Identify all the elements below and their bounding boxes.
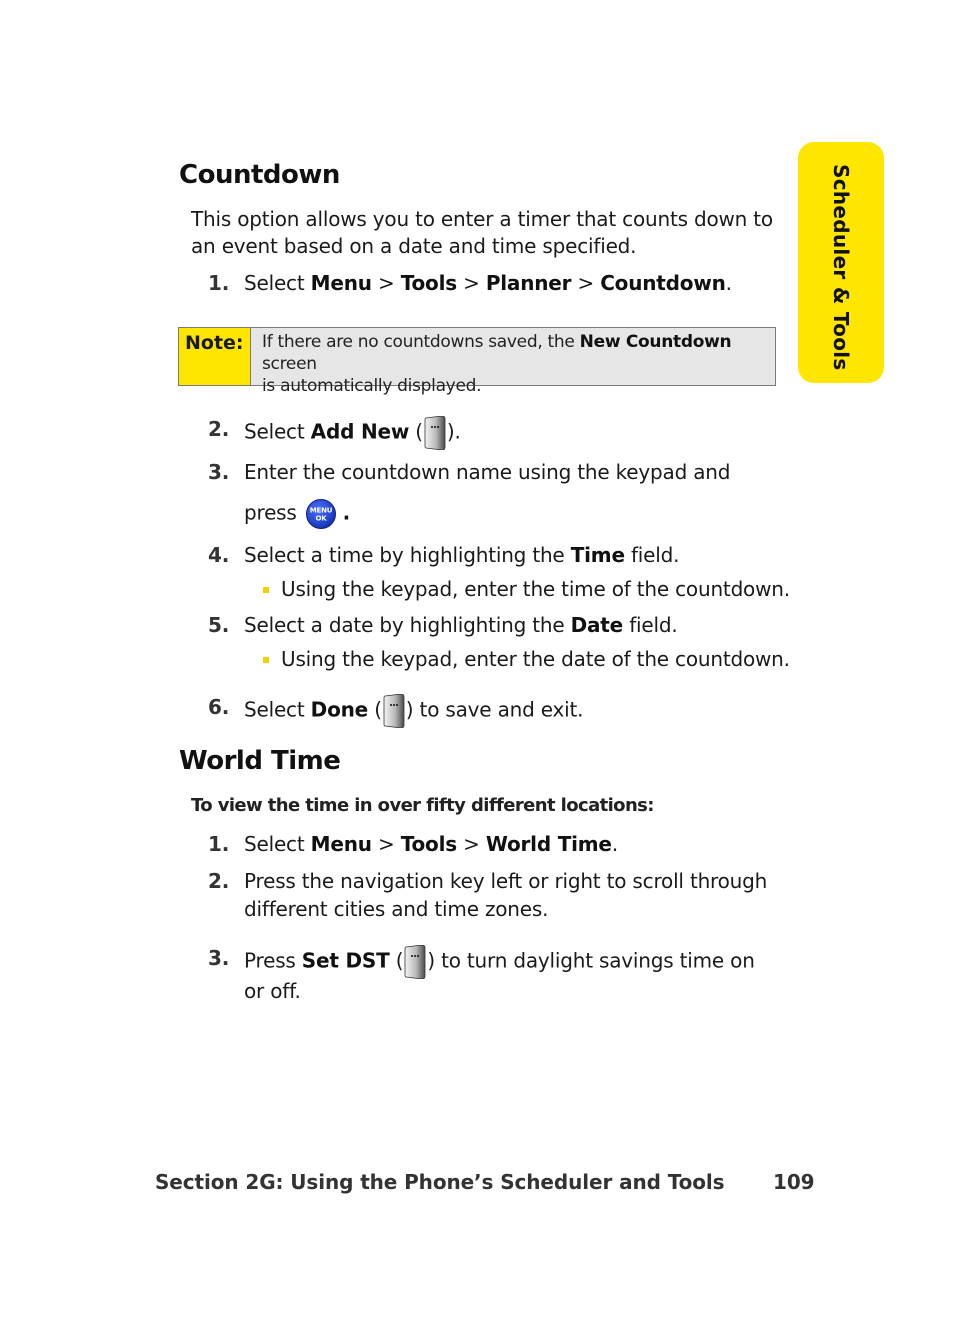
softkey-icon xyxy=(404,945,426,979)
separator: > xyxy=(456,832,486,856)
menu-ok-icon-line-2: OK xyxy=(315,514,327,523)
separator: > xyxy=(371,832,401,856)
press-label: press xyxy=(244,500,297,525)
intro-line-1: This option allows you to enter a timer that counts down to xyxy=(191,207,773,231)
intro-line-2: an event based on a date and time specified. xyxy=(191,234,637,258)
footer-section-title: Section 2G: Using the Phone’s Scheduler and Tools xyxy=(155,1170,725,1194)
tools-label: Tools xyxy=(400,832,457,856)
done-label: Done xyxy=(310,697,369,722)
step-text-part: Select xyxy=(244,832,311,856)
note-label-cell xyxy=(179,328,251,385)
step-text xyxy=(244,831,618,858)
separator: > xyxy=(371,271,401,295)
menu-ok-key-icon xyxy=(305,499,337,529)
step-text-part: Select xyxy=(244,697,311,722)
step-text-line-2 xyxy=(244,499,350,529)
step-text-part: ) to turn daylight savings time on xyxy=(427,948,755,973)
step-number: 6. xyxy=(208,695,230,719)
footer-page-number: 109 xyxy=(773,1170,815,1194)
set-dst-label: Set DST xyxy=(301,948,390,973)
countdown-step-5-bullet xyxy=(263,646,823,674)
step-number: 4. xyxy=(208,543,230,567)
world-time-step-1 xyxy=(208,831,768,859)
note-text-line-2: is automatically displayed. xyxy=(262,376,482,396)
step-text-part: field. xyxy=(623,613,678,637)
step-text-line-1: Enter the countdown name using the keypad and xyxy=(244,460,731,484)
step-text xyxy=(244,612,678,639)
step-number: 2. xyxy=(208,869,230,893)
note-text xyxy=(262,331,775,397)
countdown-heading: Countdown xyxy=(179,160,340,190)
date-label: Date xyxy=(570,613,624,637)
menu-label: Menu xyxy=(310,832,372,856)
menu-ok-icon-line-1: MENU xyxy=(309,506,332,515)
note-label: Note: xyxy=(185,332,244,354)
separator: > xyxy=(456,271,486,295)
step-text-part: Select xyxy=(244,271,311,295)
step-number: 1. xyxy=(208,271,230,295)
step-end: . xyxy=(342,500,351,525)
bullet-marker xyxy=(263,657,269,663)
world-time-step-3 xyxy=(208,940,788,1008)
step-end: . xyxy=(611,832,618,856)
menu-label: Menu xyxy=(310,271,372,295)
step-text xyxy=(244,694,583,728)
softkey-icon xyxy=(383,694,405,728)
world-time-step-2 xyxy=(208,868,788,924)
note-bold-term: New Countdown xyxy=(579,332,732,352)
countdown-step-4 xyxy=(208,542,808,570)
countdown-label: Countdown xyxy=(600,271,726,295)
note-text-part: If there are no countdowns saved, the xyxy=(262,332,580,352)
countdown-step-4-bullet xyxy=(263,576,823,604)
world-time-heading: World Time xyxy=(179,746,341,776)
paren: ( xyxy=(389,948,404,973)
bullet-text: Using the keypad, enter the date of the countdown. xyxy=(281,647,790,671)
countdown-step-1 xyxy=(208,270,768,298)
step-number: 1. xyxy=(208,832,230,856)
countdown-step-2 xyxy=(208,412,768,448)
step-text-line-1 xyxy=(244,945,755,979)
countdown-step-3 xyxy=(208,459,768,531)
countdown-step-5 xyxy=(208,612,808,640)
step-text-part: Select xyxy=(244,419,311,444)
step-text-part: Select a date by highlighting the xyxy=(244,613,571,637)
note-box xyxy=(178,327,776,396)
world-time-label: World Time xyxy=(485,832,612,856)
step-text-part: Press xyxy=(244,948,302,973)
step-text xyxy=(244,416,461,450)
step-number: 2. xyxy=(208,417,230,441)
paren: ). xyxy=(446,419,461,444)
bullet-text: Using the keypad, enter the time of the countdown. xyxy=(281,577,790,601)
step-text-line-2: different cities and time zones. xyxy=(244,897,549,921)
step-number: 3. xyxy=(208,460,230,484)
step-text xyxy=(244,542,679,569)
bullet-marker xyxy=(263,587,269,593)
countdown-intro xyxy=(191,206,773,260)
countdown-step-6 xyxy=(208,690,768,726)
planner-label: Planner xyxy=(485,271,572,295)
step-text-part: ) to save and exit. xyxy=(405,697,584,722)
section-side-tab xyxy=(798,142,884,383)
world-time-lead: To view the time in over fifty different locations: xyxy=(191,795,654,816)
step-text-line-1: Press the navigation key left or right to scroll through xyxy=(244,869,768,893)
step-text-part: Select a time by highlighting the xyxy=(244,543,571,567)
step-text xyxy=(244,270,732,297)
paren: ( xyxy=(368,697,382,722)
side-tab-label: Scheduler & Tools xyxy=(829,164,853,371)
softkey-icon xyxy=(424,416,446,450)
paren: ( xyxy=(409,419,423,444)
add-new-label: Add New xyxy=(310,419,410,444)
separator: > xyxy=(571,271,601,295)
step-number: 3. xyxy=(208,946,230,970)
tools-label: Tools xyxy=(400,271,457,295)
step-number: 5. xyxy=(208,613,230,637)
step-end: . xyxy=(725,271,732,295)
step-text-part: field. xyxy=(624,543,680,567)
step-text-line-2: or off. xyxy=(244,979,301,1003)
time-label: Time xyxy=(570,543,625,567)
note-text-part: screen xyxy=(262,354,317,374)
